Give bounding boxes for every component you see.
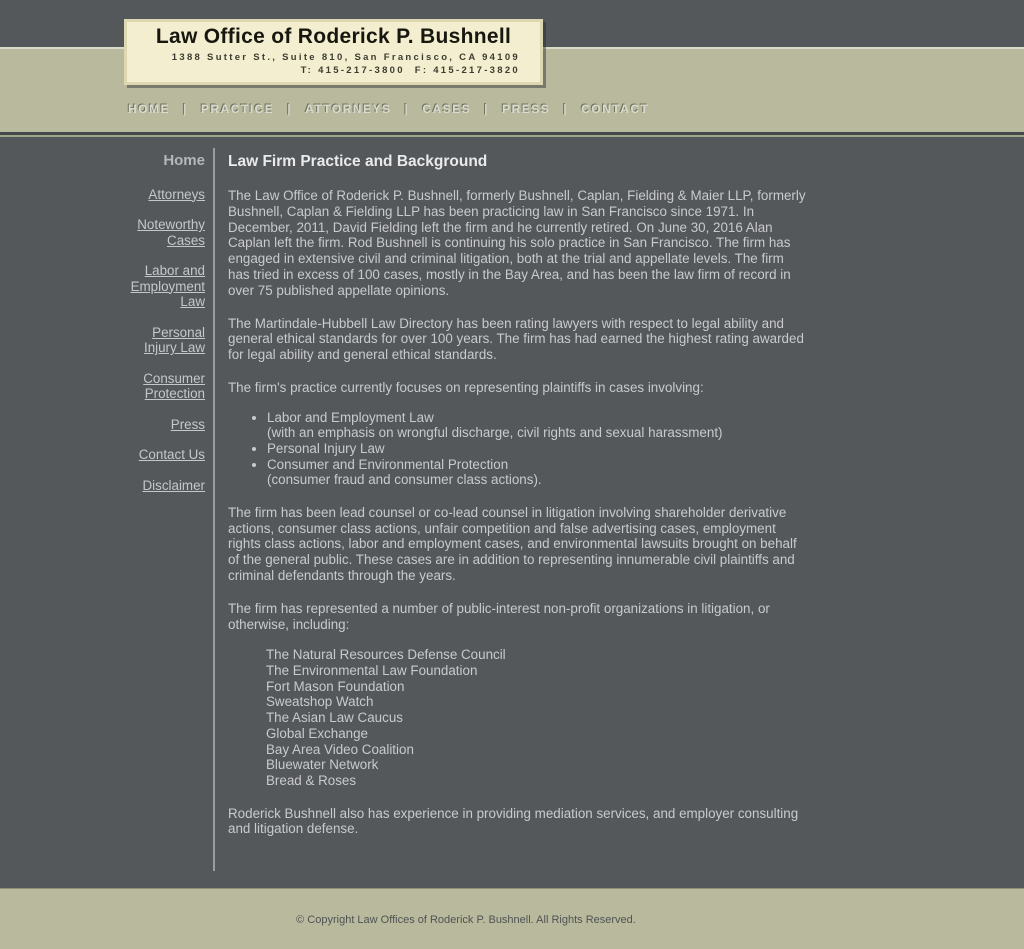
main-area bbox=[0, 137, 1024, 888]
firm-name: Law Office of Roderick P. Bushnell bbox=[155, 25, 512, 48]
organization-item: Global Exchange bbox=[266, 725, 368, 741]
nav-item-press[interactable]: PRESS bbox=[502, 102, 551, 116]
sidebar-item-consumer-protection[interactable]: Consumer Protection bbox=[143, 370, 205, 401]
practice-area-title: • Consumer and Environmental Protection bbox=[267, 456, 509, 472]
nav-separator: | bbox=[404, 102, 410, 116]
nav-separator: | bbox=[183, 102, 188, 116]
content bbox=[228, 145, 806, 837]
site-logo bbox=[124, 19, 543, 85]
paragraph-intro: The Law Office of Roderick P. Bushnell, formerly Bushnell, Caplan, Fielding & Maier LLP, formerly Bushnell, Caplan & Fielding LLP has been practicing law in San Francisco since 1971. In December, 2011, David Fielding left the firm and he currently retired. On June 30, 2016 Alan Caplan left the firm. Rod Bushnell is continuing his solo practice in San Francisco. The firm has engaged in extensive civil and criminal litigation, both at the trial and appellate levels. The firm has tried in excess of 100 cases, mostly in the Bay Area, and has been the law firm of record in over 75 published appellate opinions. bbox=[228, 188, 806, 298]
sidebar-item-contact-us[interactable]: Contact Us bbox=[138, 447, 205, 462]
copyright-text: © Copyright Law Offices of Roderick P. Bushnell. All Rights Reserved. bbox=[296, 914, 636, 926]
sidebar-item-disclaimer[interactable]: Disclaimer bbox=[142, 477, 205, 493]
paragraph-lead-counsel: The firm has been lead counsel or co-lead counsel in litigation involving shareholder derivative actions, consumer class actions, unfair competition and false advertising cases, employment rights class actions, labor and employment cases, and environmental lawsuits brought on behalf of the general public. These cases are in addition to representing innumerable civil plaintiffs and criminal defendants through the years. bbox=[228, 504, 797, 583]
practice-area-item bbox=[267, 457, 806, 488]
practice-area-note: (consumer fraud and consumer class actions). bbox=[267, 472, 542, 488]
firm-address: 1388 Sutter St., Suite 810, San Francisco, CA 94109 bbox=[171, 52, 520, 63]
nav-separator: | bbox=[484, 102, 490, 116]
sidebar-item-press[interactable]: Press bbox=[170, 416, 205, 432]
organization-item: The Natural Resources Defense Council bbox=[266, 647, 506, 663]
page-title: Law Firm Practice and Background bbox=[228, 153, 488, 170]
sidebar-item-personal-injury-law[interactable]: Personal Injury Law bbox=[143, 324, 205, 355]
footer bbox=[0, 888, 1024, 949]
sidebar-item-noteworthy-cases[interactable]: Noteworthy Cases bbox=[137, 217, 205, 248]
organization-item: The Asian Law Caucus bbox=[266, 710, 403, 726]
sidebar bbox=[121, 153, 205, 508]
organization-item: Bay Area Video Coalition bbox=[266, 741, 414, 757]
sidebar-divider bbox=[213, 148, 215, 871]
organization-item: Fort Mason Foundation bbox=[266, 678, 405, 694]
nav-item-practice[interactable]: PRACTICE bbox=[200, 102, 275, 116]
sidebar-item-attorneys[interactable]: Attorneys bbox=[148, 186, 205, 202]
practice-area-item bbox=[267, 410, 806, 441]
top-nav bbox=[128, 102, 649, 116]
organizations-list bbox=[266, 647, 806, 788]
sidebar-item-labor-employment-law[interactable]: Labor and Employment Law bbox=[130, 263, 205, 309]
nav-separator: | bbox=[287, 102, 293, 116]
nav-item-attorneys[interactable]: ATTORNEYS bbox=[305, 102, 392, 116]
paragraph-practice-focus: The firm's practice currently focuses on representing plaintiffs in cases involving: bbox=[228, 379, 704, 395]
practice-areas-list bbox=[228, 410, 806, 488]
organization-item: Bluewater Network bbox=[266, 757, 379, 773]
organization-item: Bread & Roses bbox=[266, 772, 357, 788]
nav-item-cases[interactable]: CASES bbox=[422, 102, 472, 116]
nav-item-contact[interactable]: CONTACT bbox=[581, 102, 650, 116]
paragraph-nonprofits-intro: The firm has represented a number of public-interest non-profit organizations in litigation, or otherwise, including: bbox=[228, 600, 770, 632]
paragraph-mediation: Roderick Bushnell also has experience in providing mediation services, and employer consulting and litigation defense. bbox=[228, 805, 799, 837]
practice-area-item bbox=[267, 441, 806, 457]
practice-area-title: • Personal Injury Law bbox=[267, 440, 385, 456]
nav-item-home[interactable]: HOME bbox=[128, 102, 170, 116]
organization-item: The Environmental Law Foundation bbox=[266, 663, 478, 679]
practice-area-title: • Labor and Employment Law bbox=[267, 409, 434, 425]
nav-separator: | bbox=[563, 102, 569, 116]
organization-item: Sweatshop Watch bbox=[266, 694, 374, 710]
paragraph-martindale: The Martindale-Hubbell Law Directory has been rating lawyers with respect to legal ability and general ethical standards for over 100 years. The firm has had earned the highest rating awarded for legal ability and general ethical standards. bbox=[228, 315, 804, 363]
practice-area-note: (with an emphasis on wrongful discharge, civil rights and sexual harassment) bbox=[267, 425, 723, 441]
sidebar-item-home[interactable]: Home bbox=[163, 152, 205, 169]
firm-phone-fax: T: 415-217-3800 F: 415-217-3820 bbox=[300, 65, 520, 76]
